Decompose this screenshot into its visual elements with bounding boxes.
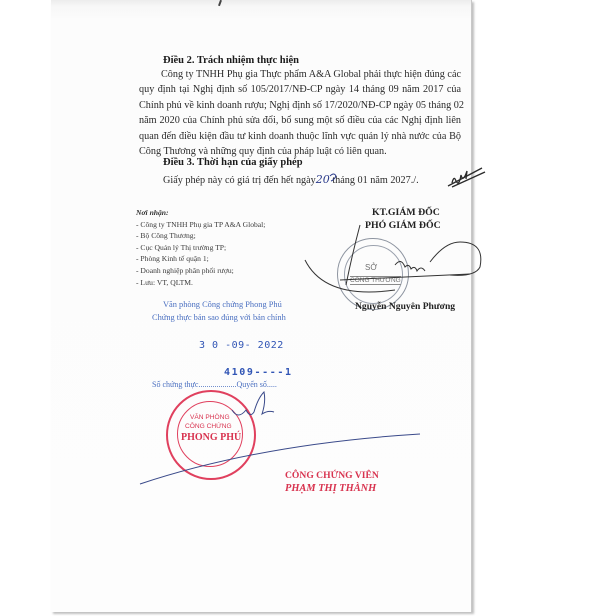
certification-number-row [152,380,277,389]
book-dots: ..... [266,380,277,389]
article-2-heading: Điều 2. Trách nhiệm thực hiện [163,55,300,66]
department-stamp [337,238,409,310]
notary-stamp-line-2: CÔNG CHỨNG [185,423,232,430]
book-label: Quyển số [236,380,267,389]
notary-name: PHẠM THỊ THÀNH [285,483,377,494]
paragraph-line: Công Thương và những quy định của pháp luật có liên quan. [139,146,387,158]
recipient-item: - Công ty TNHH Phụ gia TP A&A Global; [136,219,266,229]
recipients-list [136,207,265,288]
validity-text-before: Giấy phép này có giá trị đến hết ngày [163,175,316,186]
paragraph-line: Chính phủ về kinh doanh rượu; Nghị định số 17/2020/NĐ-CP ngày 05 tháng 02 [139,99,464,111]
paragraph-line: Công ty TNHH Phụ gia Thực phẩm A&A Global phải thực hiện đúng các [161,69,461,80]
recipient-item: - Bộ Công Thương; [136,231,196,241]
recipient-item: - Doanh nghiệp phân phối rượu; [136,265,234,275]
signatory-title-2: PHÓ GIÁM ĐỐC [365,220,441,231]
article-3-text [163,173,419,186]
number-label: Số chứng thực [152,380,199,389]
notary-office-line: Văn phòng Công chứng Phong Phú [163,300,282,309]
paragraph-line: năm 2020 của Chính phủ sửa đổi, bổ sung một số điều của các Nghị định liên [139,115,461,127]
notary-stamp-line-1: VĂN PHÒNG [190,414,230,421]
signatory-title-1: KT.GIÁM ĐỐC [372,207,440,218]
validity-text-after: tháng 01 năm 2027./. [329,175,419,186]
stamp-center-bottom: CÔNG THƯƠNG [350,277,401,284]
paragraph-line: quan đến điều kiện đầu tư kinh doanh thuộc lĩnh vực quản lý nhà nước của Bộ [139,130,461,142]
recipient-item: - Phòng Kinh tế quận 1; [136,254,209,264]
number-dots: ................... [198,380,237,389]
certification-line: Chứng thực bản sao đúng với bản chính [152,313,286,322]
recipients-title: Nơi nhận: [136,208,169,217]
stamp-center-top: SỞ [365,263,378,272]
handwritten-day: 20 [315,173,330,186]
article-2-paragraph [139,67,464,159]
paragraph-line: quy định tại Nghị định số 105/2017/NĐ-CP ngày 14 tháng 09 năm 2017 của [139,84,461,96]
signatory-name: Nguyễn Nguyên Phương [355,301,456,312]
notary-stamp-line-3: PHONG PHÚ [181,432,242,443]
certification-date: 3 0 -09- 2022 [199,340,284,351]
notary-stamp [166,390,256,480]
certification-number: 4109----1 [224,367,293,378]
recipient-item: - Cục Quản lý Thị trường TP; [136,242,227,252]
notary-role: CÔNG CHỨNG VIÊN [285,470,379,481]
recipient-item: - Lưu: VT, QLTM. [136,277,193,287]
article-3-heading: Điều 3. Thời hạn của giấy phép [163,157,303,168]
